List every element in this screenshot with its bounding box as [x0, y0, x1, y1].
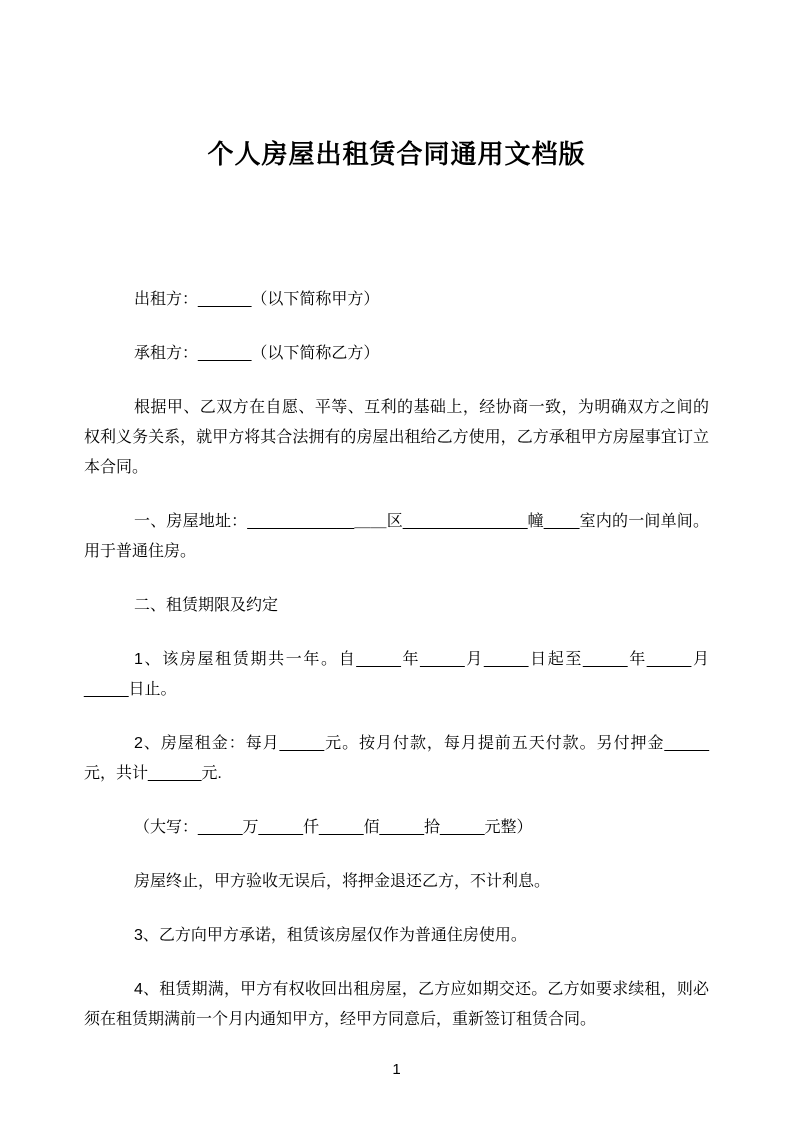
para-renewal-terms: 4、租赁期满，甲方有权收回出租房屋，乙方应如期交还。乙方如要求续租，则必须在租赁期满前一个月内通知甲方，经甲方同意后，重新签订租赁合同。: [84, 981, 709, 1028]
para-deposit-return: 房屋终止，甲方验收无误后，将押金退还乙方，不计利息。: [134, 873, 551, 890]
para-rent-amount: 2、房屋租金：每月_____元。按月付款，每月提前五天付款。另付押金_____元，共计______元.: [84, 735, 709, 782]
para-house-address: 一、房屋地址：____________＿＿区______________幢____室内的一间单间。用于普通住房。: [84, 513, 709, 560]
para-lessor: 出租方：______（以下简称甲方）: [134, 291, 380, 308]
para-lease-period: 1、该房屋租赁期共一年。自_____年_____月_____日起至_____年_____月_____日止。: [84, 651, 709, 698]
para-preamble: 根据甲、乙双方在自愿、平等、互利的基础上，经协商一致，为明确双方之间的权利义务关系，就甲方将其合法拥有的房屋出租给乙方使用，乙方承租甲方房屋事宜订立本合同。: [84, 399, 709, 476]
page-footer: [84, 1059, 709, 1081]
para-usage-promise: 3、乙方向甲方承诺，租赁该房屋仅作为普通住房使用。: [134, 927, 527, 944]
heading-lease-term: 二、租赁期限及约定: [134, 597, 279, 614]
document-title: 个人房屋出租赁合同通用文档版: [207, 139, 586, 169]
para-lessee: 承租方：______（以下简称乙方）: [134, 345, 380, 362]
page-number: 1: [392, 1061, 401, 1078]
document-body: [84, 285, 709, 1035]
para-rent-amount-capital: （大写：_____万_____仟_____佰_____拾_____元整）: [134, 819, 533, 836]
